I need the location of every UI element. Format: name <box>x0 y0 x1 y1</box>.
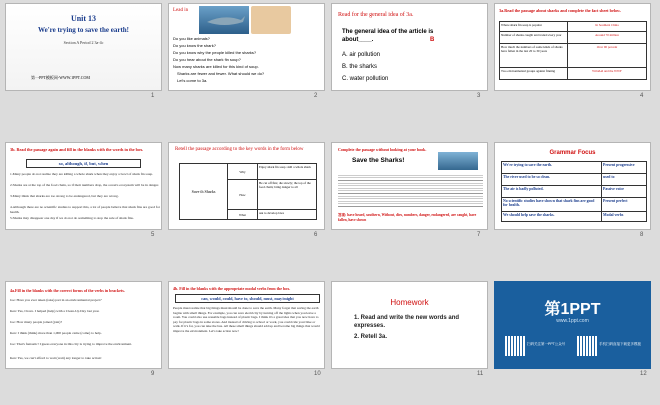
slide-10-header: 4b. Fill in the blanks with the appropriate modal verbs from the box. <box>173 286 291 291</box>
lead-in-q2: Do you know the shark? <box>173 43 216 48</box>
dialog-line-6: Ken: Yes, we can't afford to wait (wait) any longer to take action! <box>10 356 102 360</box>
fill-line-3: 3.Many think that sharks are too strong to be endangered, but they are wrong. <box>10 194 119 198</box>
slide-6-thumbnail[interactable] <box>168 142 325 230</box>
slide-7-title: Save the Sharks! <box>352 157 405 164</box>
shark-icon <box>199 6 249 34</box>
fin-soup-image <box>251 6 291 34</box>
option-b: B. the sharks <box>342 64 378 70</box>
fact-label: Number of sharks caught and traded every year <box>500 32 568 44</box>
slide-11-title: Homework <box>390 298 429 307</box>
modal-word-box: can, would, could, have to, should, must, may/might <box>175 294 320 303</box>
fact-value: Around 70 million <box>568 32 647 44</box>
slide-1-section: Section A Period 2 3a-4c <box>63 40 104 45</box>
slide-4-thumbnail[interactable] <box>494 3 651 91</box>
lead-in-q6: Sharks are fewer and fewer. What should we do? <box>177 71 265 76</box>
table-row <box>502 198 647 212</box>
slide-11-number: 11 <box>477 371 484 377</box>
slide-4-number: 4 <box>640 93 644 99</box>
brand-url: www.1ppt.com <box>556 318 589 324</box>
table-row <box>502 162 647 174</box>
table-row <box>502 212 647 222</box>
grammar-table <box>501 161 647 222</box>
grammar-example: We should help save the sharks. <box>502 212 602 222</box>
fact-label: Where shark fin soup is popular <box>500 22 568 32</box>
lead-in-q7: Let's come to 3a. <box>177 78 208 83</box>
grammar-type: Present perfect <box>602 198 647 212</box>
qr-caption-2: 手机扫码直接下载更多模板 <box>599 342 641 346</box>
slide-1-subtitle: We're trying to save the earth! <box>37 26 130 34</box>
fact-label: How much the numbers of some kinds of sharks have fallen in the last 20 to 30 years <box>500 44 568 68</box>
retell-table <box>179 163 317 220</box>
retell-value: Enjoy shark fin soup =kill a whole shark <box>258 164 317 180</box>
table-row <box>500 32 647 44</box>
slide-5-thumbnail[interactable] <box>5 142 162 230</box>
slide-5-header: 3b. Read the passage again and fill in the blanks with the words in the box. <box>10 147 144 152</box>
lead-in-q1: Do you like animals? <box>173 36 210 41</box>
retell-center: Save th Sharks <box>180 164 228 220</box>
table-row <box>500 68 647 80</box>
slide-7-header: Complete the passage without looking at your book. <box>338 147 427 152</box>
slide-4-header: 3a.Read the passage about sharks and complete the fact sheet below. <box>499 8 621 13</box>
slide-8-title: Grammar Focus <box>549 150 596 156</box>
grammar-example: The air is badly polluted. <box>502 186 602 198</box>
slide-1-title: Unit 13 <box>70 14 97 23</box>
retell-key: Why <box>228 164 258 180</box>
slide-11-thumbnail[interactable] <box>331 281 488 369</box>
dialog-line-3: Joe: How many people joined (join)? <box>10 320 63 324</box>
homework-item-1: 1. Read and write the new words and expresses. <box>354 315 460 329</box>
slide-7-thumbnail[interactable] <box>331 142 488 230</box>
slide-9-thumbnail[interactable] <box>5 281 162 369</box>
fact-value: WildAid and the WWF <box>568 68 647 80</box>
fact-label: Two environmental groups against finning <box>500 68 568 80</box>
slide-2-label: Lead in <box>173 8 189 13</box>
slide-3-answer: B <box>430 37 435 43</box>
slide-9-header: 4a.Fill in the blanks with the correct forms of the verbs in brackets. <box>10 288 125 293</box>
grammar-example: We're trying to save the earth. <box>502 162 602 174</box>
fill-line-1: 1.Many people do not realize they are killing a whole shark when they enjoy a bowl of shark fin soup. <box>10 172 153 176</box>
slide-3-header: Read for the general idea of 3a. <box>338 12 414 18</box>
slide-5-number: 5 <box>151 232 155 238</box>
fact-value: Over 90 percent <box>568 44 647 68</box>
qr-code-2 <box>577 336 597 356</box>
fill-line-4: 4.Although there are no scientific studies to support this, a lot of people believe that shark fins are good for health. <box>10 205 160 214</box>
slide-6-number: 6 <box>314 232 318 238</box>
table-row <box>500 44 647 68</box>
shark-image <box>199 6 249 34</box>
lead-in-q4: Do you hear about the shark fin soup? <box>173 57 241 62</box>
retell-key: How <box>228 180 258 210</box>
slide-8-thumbnail[interactable] <box>494 142 651 230</box>
shark-photo <box>438 152 478 170</box>
grammar-example: The river used to be so clean. <box>502 174 602 186</box>
slide-3-question <box>342 28 442 44</box>
dialog-line-4: Ken: I think (think) more than 1,000 people came (come) to help. <box>10 331 102 335</box>
slide-7-answer-key: 答案: have heard, southern, Without, dies, numbers, danger, endangered, are caught, have fallen, have shown <box>338 213 477 222</box>
table-row <box>502 186 647 198</box>
lead-in-q3: Do you know why the people killed the sharks? <box>173 50 257 55</box>
slide-12-thumbnail[interactable] <box>494 281 651 369</box>
slide-10-thumbnail[interactable] <box>168 281 325 369</box>
general-idea-question: The general idea of the article is about____. <box>342 29 434 43</box>
slide-1-brand: 第一PPT模板网-WWW.1PPT.COM <box>31 75 90 80</box>
fact-sheet-table <box>499 21 647 80</box>
fact-value: In Southern China <box>568 22 647 32</box>
slide-7-number: 7 <box>477 232 481 238</box>
table-row <box>180 164 317 180</box>
qr-caption-1: 扫码关注第一PPT公众号 <box>527 342 566 346</box>
slide-8-number: 8 <box>640 232 644 238</box>
grammar-type: Present progressive <box>602 162 647 174</box>
retell-key: What <box>228 210 258 220</box>
slide-10-number: 10 <box>314 371 321 377</box>
table-row <box>500 22 647 32</box>
fill-line-2: 2.Sharks are at the top of the food chain, so if their numbers drop, the ocean's ecosystem will be in danger. <box>10 183 159 187</box>
homework-item-2: 2. Retell 3a. <box>354 334 388 340</box>
word-box: so, although, if, but, when <box>26 159 141 168</box>
slide-1-number: 1 <box>151 93 155 99</box>
passage-text-block <box>338 173 483 209</box>
slide-3-thumbnail[interactable] <box>331 3 488 91</box>
fill-line-5: 5.Sharks may disappear one day if we do not do something to stop the sale of shark fins. <box>10 216 134 220</box>
grammar-type: Passive voice <box>602 186 647 198</box>
slide-2-thumbnail[interactable] <box>168 3 325 91</box>
lead-in-q5: Now many sharks are killed for this kind of soup. <box>173 64 259 69</box>
slide-12-number: 12 <box>640 371 647 377</box>
retell-value: Be cut off fins; die slowly; the top of the food chain; bring danger to all <box>258 180 317 210</box>
brand-logo: 第1PPT <box>544 301 601 318</box>
modal-paragraph: People must realize that big things must/should be done to save the earth. Many forget that saving the earth begins with small things. For example, you can save electricity by turning off the lights when you leave a room. You could also use reusable bags instead of plastic bags. I think it's a great idea that you now have to pay for plastic bags in some stores. And instead of driving to school or work, you could ride your bike or walk. If it's far, you can take the bus. All these small things should add up and become big things that would improve the environment. Let's take action now! <box>173 306 320 333</box>
qr-code-1 <box>505 336 525 356</box>
dialog-line-2: Ken: Yes, I have. I helped (help) with a Clean-Up Day last year. <box>10 309 100 313</box>
slide-3-number: 3 <box>477 93 481 99</box>
slide-6-header: Retell the passage according to the key words in the form below <box>175 147 304 152</box>
table-row <box>502 174 647 186</box>
dialog-line-5: Joe: That's fantastic! I guess everyone in this city is trying to improve the environment. <box>10 342 132 346</box>
option-c: C. water pollution <box>342 76 389 82</box>
grammar-type: used to <box>602 174 647 186</box>
grammar-example: No scientific studies have shown that shark fins are good for health. <box>502 198 602 212</box>
option-a: A. air pollution <box>342 52 381 58</box>
slide-2-number: 2 <box>314 93 318 99</box>
slide-1-thumbnail[interactable] <box>5 3 162 91</box>
dialog-line-1: Joe: Have you ever taken (take) part in an environmental project? <box>10 298 102 302</box>
grammar-type: Modal verbs <box>602 212 647 222</box>
slide-9-number: 9 <box>151 371 155 377</box>
retell-value: ask to develop laws <box>258 210 317 220</box>
